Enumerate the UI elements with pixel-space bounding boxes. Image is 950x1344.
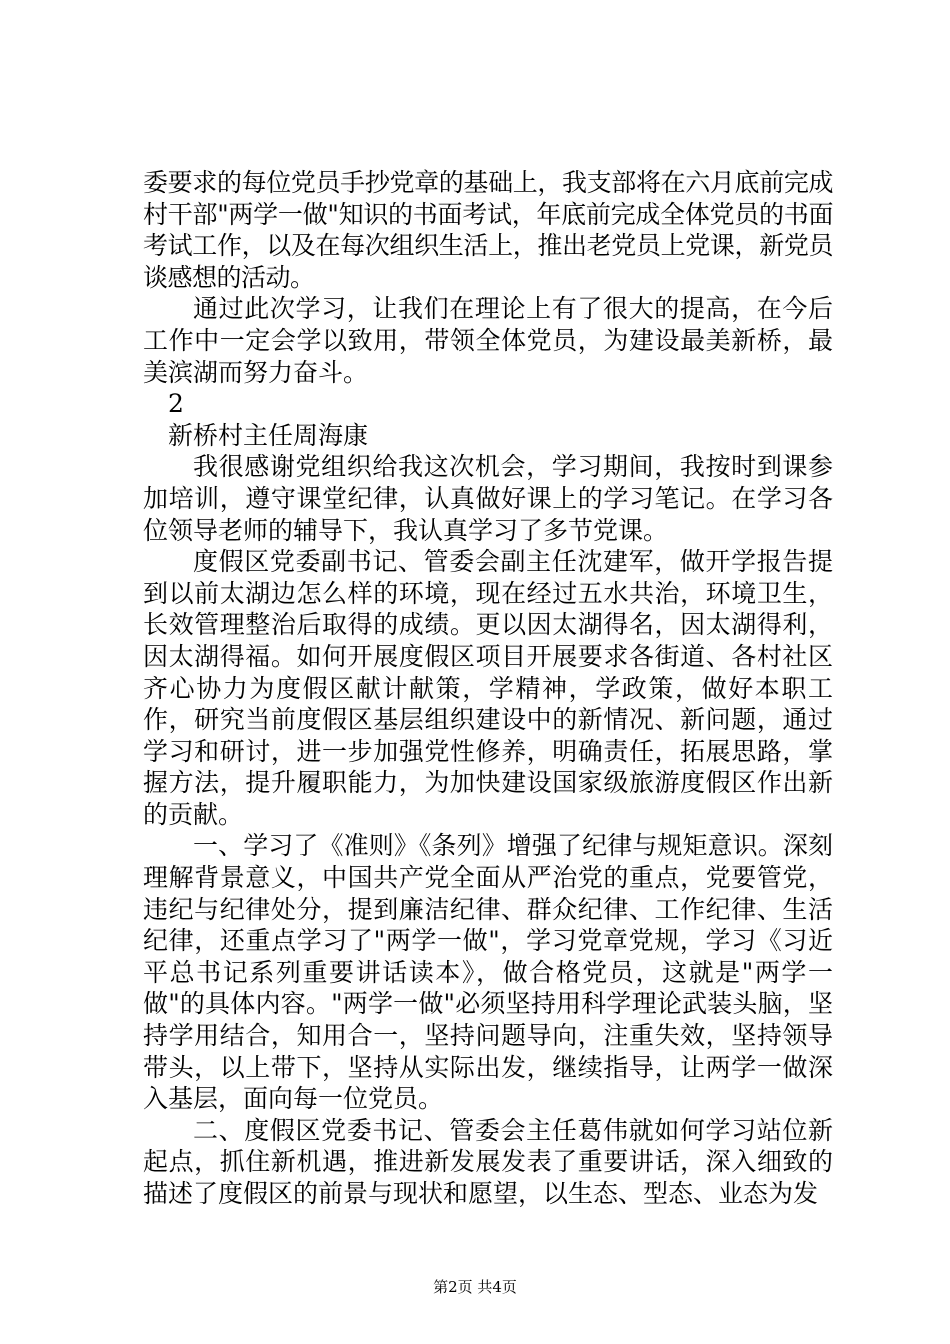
section-number: 2 bbox=[168, 389, 184, 419]
paragraph: 度假区党委副书记、管委会副主任沈建军，做开学报告提到以前太湖边怎么样的环境，现在经过五水共治，环境卫生，长效管理整治后取得的成绩。更以因太湖得名，因太湖得利，因太湖得福。如何开展度假区项目开展要求各街道、各村社区齐心协力为度假区献计献策，学精神，学政策，做好本职工作，研究当前度假区基层组织建设中的新情况、新问题，通过学习和研讨，进一步加强党性修养，明确责任，拓展思路，掌握方法，提升履职能力，为加快建设国家级旅游度假区作出新的贡献。 bbox=[143, 547, 833, 829]
document-body bbox=[143, 167, 833, 1210]
page-footer bbox=[0, 1277, 950, 1297]
speaker-heading: 新桥村主任周海康 bbox=[168, 420, 369, 450]
paragraph: 通过此次学习，让我们在理论上有了很大的提高，在今后工作中一定会学以致用，带领全体党员，为建设最美新桥，最美滨湖而努力奋斗。 bbox=[143, 294, 833, 387]
paragraph: 一、学习了《准则》《条列》增强了纪律与规矩意识。深刻理解背景意义，中国共产党全面从严治党的重点，党要管党，违纪与纪律处分，提到廉洁纪律、群众纪律、工作纪律、生活纪律，还重点学习了"两学一做"，学习党章党规，学习《习近平总书记系列重要讲话读本》，做合格党员，这就是"两学一做"的具体内容。"两学一做"必须坚持用科学理论武装头脑，坚持学用结合，知用合一，坚持问题导向，注重失效，坚持领导带头，以上带下，坚持从实际出发，继续指导，让两学一做深入基层，面向每一位党员。 bbox=[143, 831, 833, 1114]
page-number: 第2页 共4页 bbox=[433, 1278, 517, 1296]
paragraph: 二、度假区党委书记、管委会主任葛伟就如何学习站位新起点，抓住新机遇，推进新发展发表了重要讲话，深入细致的描述了度假区的前景与现状和愿望，以生态、型态、业态为发 bbox=[143, 1115, 833, 1208]
paragraph: 委要求的每位党员手抄党章的基础上，我支部将在六月底前完成村干部"两学一做"知识的书面考试，年底前完成全体党员的书面考试工作，以及在每次组织生活上，推出老党员上党课，新党员谈感想的活动。 bbox=[143, 168, 833, 292]
paragraph: 我很感谢党组织给我这次机会，学习期间，我按时到课参加培训，遵守课堂纪律，认真做好课上的学习笔记。在学习各位领导老师的辅导下，我认真学习了多节党课。 bbox=[143, 452, 833, 545]
